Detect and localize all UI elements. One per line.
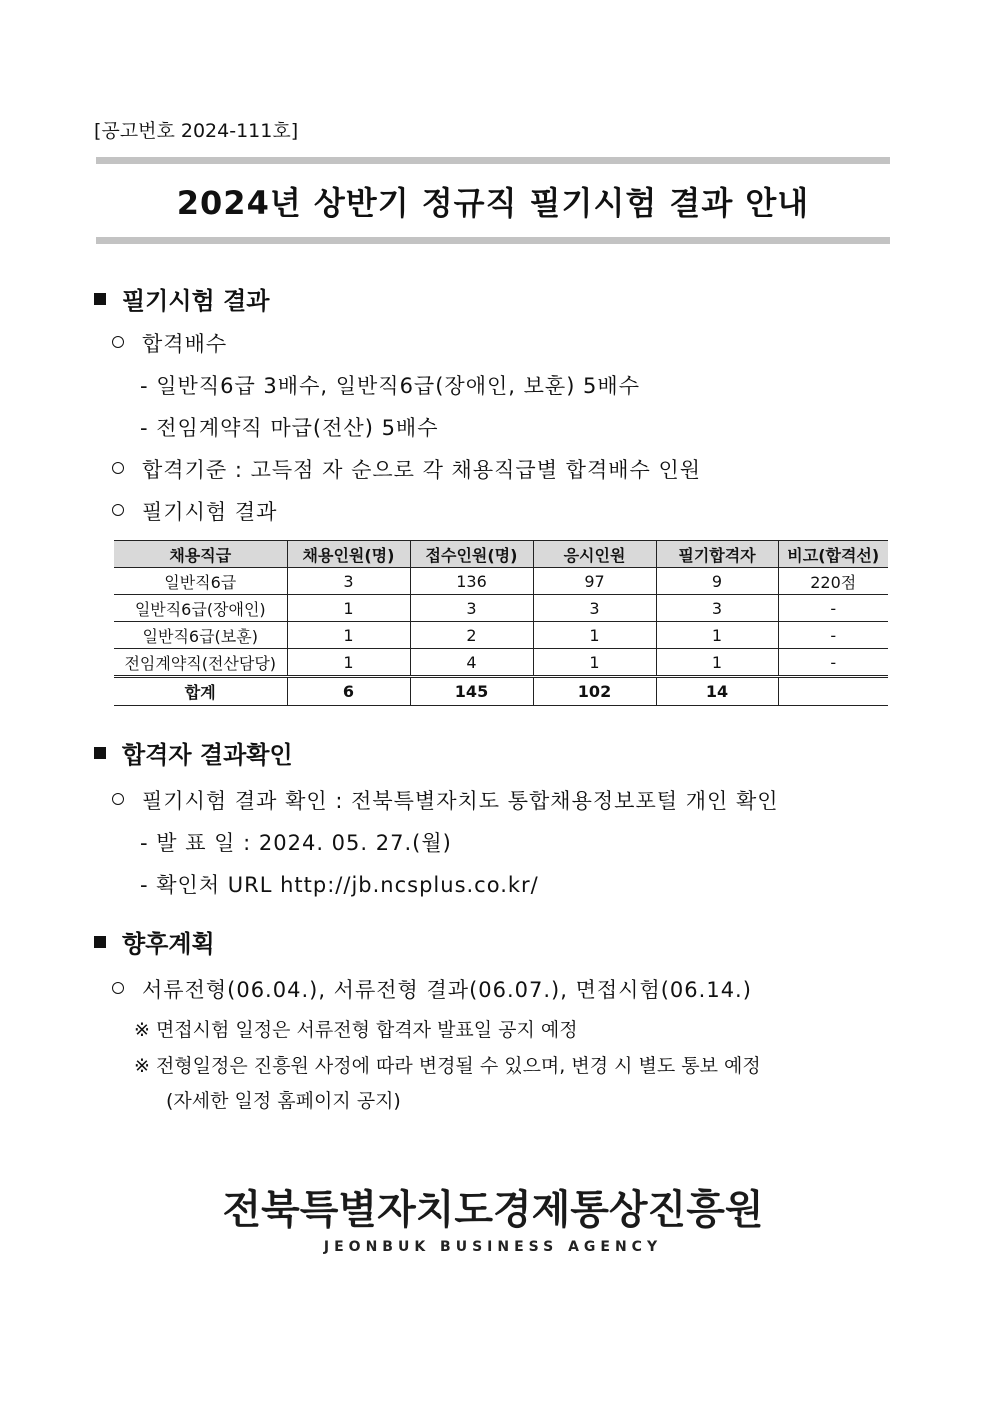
plan-note-continued: (자세한 일정 홈페이지 공지) xyxy=(166,1090,401,1112)
url-line: - 확인처 URL http://jb.ncsplus.co.kr/ xyxy=(140,873,539,897)
table-cell: 전임계약직(전산담당) xyxy=(114,649,287,677)
square-bullet-icon xyxy=(94,747,106,759)
result-table xyxy=(114,540,888,706)
announce-date: - 발 표 일 : 2024. 05. 27.(월) xyxy=(140,831,452,855)
table-cell: 1 xyxy=(287,622,410,649)
section-heading-written-result: 필기시험 결과 xyxy=(94,281,269,316)
table-header-cell: 응시인원 xyxy=(533,541,656,568)
table-row xyxy=(114,622,888,649)
table-cell: 145 xyxy=(410,677,533,706)
table-cell: 9 xyxy=(656,568,778,595)
table-cell: 102 xyxy=(533,677,656,706)
table-cell: 3 xyxy=(410,595,533,622)
section-heading-confirmation: 합격자 결과확인 xyxy=(94,735,293,770)
table-header-cell: 채용인원(명) xyxy=(287,541,410,568)
table-cell: 1 xyxy=(287,649,410,677)
square-bullet-icon xyxy=(94,936,106,948)
table-header-cell: 접수인원(명) xyxy=(410,541,533,568)
organization-logo xyxy=(96,1178,890,1255)
table-cell: 3 xyxy=(533,595,656,622)
circle-bullet-icon xyxy=(112,462,124,474)
circle-bullet-icon xyxy=(112,336,124,348)
pass-multiple-item: - 일반직6급 3배수, 일반직6급(장애인, 보훈) 5배수 xyxy=(140,374,640,398)
table-row xyxy=(114,595,888,622)
organization-name-en: JEONBUK BUSINESS AGENCY xyxy=(323,1239,663,1255)
table-header-cell: 필기합격자 xyxy=(656,541,778,568)
table-cell: - xyxy=(778,595,888,622)
table-row xyxy=(114,568,888,595)
table-cell: - xyxy=(778,622,888,649)
pass-multiple-item: - 전임계약직 마급(전산) 5배수 xyxy=(140,416,439,440)
organization-name-ko: 전북특별자치도경제통상진흥원 xyxy=(222,1187,764,1233)
table-cell: 3 xyxy=(287,568,410,595)
table-cell: 1 xyxy=(533,622,656,649)
table-header-cell: 비고(합격선) xyxy=(778,541,888,568)
plan-note: ※ 전형일정은 진흥원 사정에 따라 변경될 수 있으며, 변경 시 별도 통보 예정 xyxy=(134,1055,761,1077)
table-cell: 2 xyxy=(410,622,533,649)
table-cell: 1 xyxy=(656,622,778,649)
table-cell: 3 xyxy=(656,595,778,622)
table-cell: 일반직6급(보훈) xyxy=(114,622,287,649)
result-label: 필기시험 결과 xyxy=(112,496,277,526)
square-bullet-icon xyxy=(94,293,106,305)
table-cell xyxy=(778,677,888,706)
table-total-row xyxy=(114,677,888,706)
table-cell: 220점 xyxy=(778,568,888,595)
table-cell: 136 xyxy=(410,568,533,595)
table-header-row xyxy=(114,541,888,568)
table-cell: 4 xyxy=(410,649,533,677)
circle-bullet-icon xyxy=(112,504,124,516)
plan-note: ※ 면접시험 일정은 서류전형 합격자 발표일 공지 예정 xyxy=(134,1019,578,1041)
table-cell: - xyxy=(778,649,888,677)
circle-bullet-icon xyxy=(112,793,124,805)
pass-criteria: 합격기준 : 고득점 자 순으로 각 채용직급별 합격배수 인원 xyxy=(112,454,701,484)
check-line: 필기시험 결과 확인 : 전북특별자치도 통합채용정보포털 개인 확인 xyxy=(112,785,779,815)
table-cell: 14 xyxy=(656,677,778,706)
circle-bullet-icon xyxy=(112,982,124,994)
table-cell: 6 xyxy=(287,677,410,706)
schedule-line: 서류전형(06.04.), 서류전형 결과(06.07.), 면접시험(06.14.) xyxy=(112,974,752,1004)
table-cell: 1 xyxy=(656,649,778,677)
notice-number: [공고번호 2024-111호] xyxy=(94,120,299,142)
pass-multiple-label: 합격배수 xyxy=(112,328,227,358)
page-title: 2024년 상반기 정규직 필기시험 결과 안내 xyxy=(176,184,810,222)
title-bottom-rule xyxy=(96,237,890,244)
table-row xyxy=(114,649,888,677)
table-cell: 일반직6급(장애인) xyxy=(114,595,287,622)
table-cell: 1 xyxy=(287,595,410,622)
section-heading-plan: 향후계획 xyxy=(94,924,215,959)
table-cell: 97 xyxy=(533,568,656,595)
table-cell: 1 xyxy=(533,649,656,677)
table-header-cell: 채용직급 xyxy=(114,541,287,568)
table-cell: 합계 xyxy=(114,677,287,706)
title-top-rule xyxy=(96,157,890,164)
table-cell: 일반직6급 xyxy=(114,568,287,595)
